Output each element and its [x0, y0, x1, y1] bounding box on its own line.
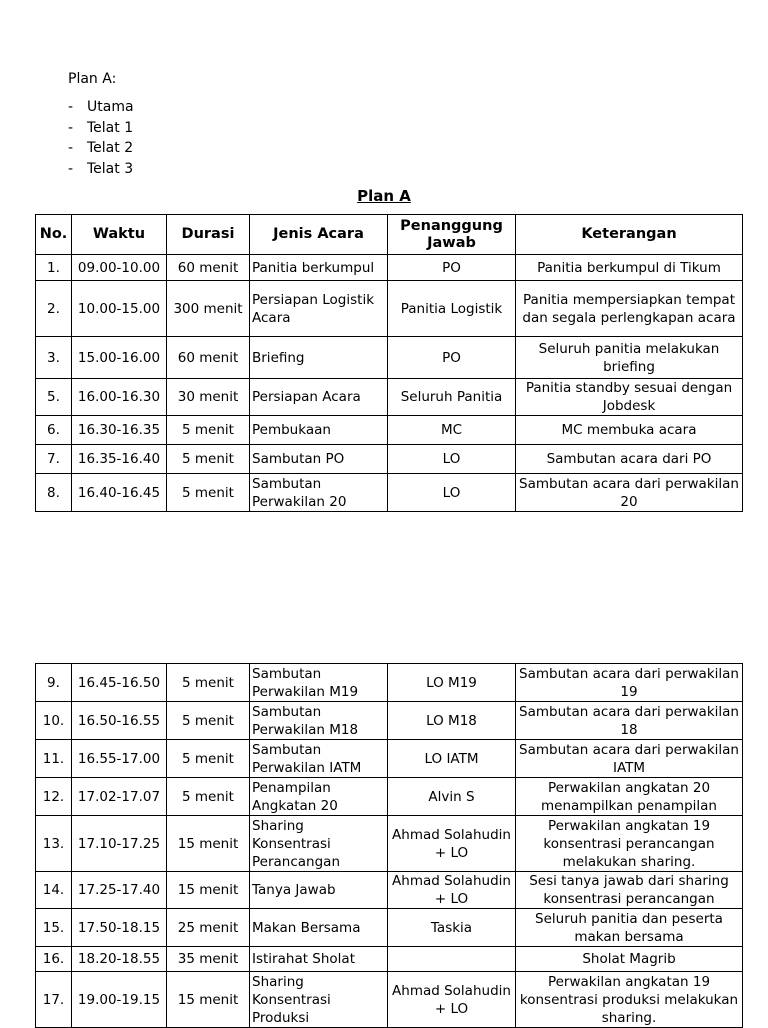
cell-waktu: 15.00-16.00 [72, 337, 167, 379]
cell-durasi: 5 menit [167, 702, 250, 740]
cell-jenis-acara: Sambutan Perwakilan M18 [250, 702, 388, 740]
table-row [36, 379, 743, 416]
cell-durasi: 300 menit [167, 281, 250, 337]
cell-no: 15. [36, 909, 72, 947]
table-row [36, 337, 743, 379]
intro-label: Plan A: [68, 71, 117, 87]
cell-penanggung-jawab: Seluruh Panitia [388, 379, 516, 416]
table-row [36, 702, 743, 740]
cell-no: 2. [36, 281, 72, 337]
cell-jenis-acara: Persiapan Logistik Acara [250, 281, 388, 337]
cell-durasi: 25 menit [167, 909, 250, 947]
cell-jenis-acara: Panitia berkumpul [250, 255, 388, 281]
cell-keterangan: Perwakilan angkatan 19 konsentrasi perancangan melakukan sharing. [516, 816, 743, 872]
cell-keterangan: Sambutan acara dari perwakilan IATM [516, 740, 743, 778]
cell-waktu: 17.10-17.25 [72, 816, 167, 872]
cell-waktu: 17.25-17.40 [72, 872, 167, 909]
cell-waktu: 16.00-16.30 [72, 379, 167, 416]
cell-durasi: 5 menit [167, 778, 250, 816]
cell-durasi: 35 menit [167, 947, 250, 972]
cell-durasi: 60 menit [167, 337, 250, 379]
cell-penanggung-jawab: Ahmad Solahudin + LO [388, 872, 516, 909]
header-jenis-acara: Jenis Acara [250, 215, 388, 255]
cell-penanggung-jawab [388, 947, 516, 972]
cell-jenis-acara: Sambutan Perwakilan M19 [250, 664, 388, 702]
cell-penanggung-jawab: Taskia [388, 909, 516, 947]
cell-jenis-acara: Sambutan Perwakilan IATM [250, 740, 388, 778]
cell-waktu: 18.20-18.55 [72, 947, 167, 972]
table-row [36, 972, 743, 1028]
cell-waktu: 16.30-16.35 [72, 416, 167, 445]
cell-penanggung-jawab: Alvin S [388, 778, 516, 816]
cell-penanggung-jawab: PO [388, 255, 516, 281]
plan-list-item: - Utama [68, 97, 134, 118]
table-row [36, 740, 743, 778]
schedule-table-page2 [35, 663, 743, 1028]
table-row [36, 909, 743, 947]
table-row [36, 474, 743, 512]
table-row [36, 255, 743, 281]
cell-no: 7. [36, 445, 72, 474]
cell-jenis-acara: Penampilan Angkatan 20 [250, 778, 388, 816]
cell-durasi: 5 menit [167, 664, 250, 702]
cell-no: 14. [36, 872, 72, 909]
cell-no: 6. [36, 416, 72, 445]
cell-durasi: 15 menit [167, 972, 250, 1028]
table-body-page1 [36, 255, 743, 512]
cell-durasi: 30 menit [167, 379, 250, 416]
cell-no: 11. [36, 740, 72, 778]
intro-block [68, 71, 134, 179]
cell-waktu: 16.55-17.00 [72, 740, 167, 778]
cell-jenis-acara: Makan Bersama [250, 909, 388, 947]
cell-no: 10. [36, 702, 72, 740]
table-row [36, 816, 743, 872]
header-durasi: Durasi [167, 215, 250, 255]
cell-durasi: 5 menit [167, 416, 250, 445]
cell-durasi: 15 menit [167, 816, 250, 872]
cell-keterangan: Panitia berkumpul di Tikum [516, 255, 743, 281]
cell-keterangan: Sholat Magrib [516, 947, 743, 972]
cell-penanggung-jawab: LO [388, 445, 516, 474]
table-row [36, 445, 743, 474]
cell-keterangan: Seluruh panitia melakukan briefing [516, 337, 743, 379]
cell-jenis-acara: Briefing [250, 337, 388, 379]
cell-penanggung-jawab: Ahmad Solahudin + LO [388, 816, 516, 872]
cell-penanggung-jawab: Panitia Logistik [388, 281, 516, 337]
cell-waktu: 16.35-16.40 [72, 445, 167, 474]
cell-keterangan: Panitia mempersiapkan tempat dan segala perlengkapan acara [516, 281, 743, 337]
cell-waktu: 16.40-16.45 [72, 474, 167, 512]
table-header-row [36, 215, 743, 255]
header-keterangan: Keterangan [516, 215, 743, 255]
cell-durasi: 5 menit [167, 445, 250, 474]
cell-durasi: 5 menit [167, 740, 250, 778]
cell-keterangan: Seluruh panitia dan peserta makan bersama [516, 909, 743, 947]
cell-keterangan: Sambutan acara dari perwakilan 20 [516, 474, 743, 512]
cell-no: 13. [36, 816, 72, 872]
header-penanggung-jawab: Penanggung Jawab [388, 215, 516, 255]
cell-waktu: 10.00-15.00 [72, 281, 167, 337]
cell-jenis-acara: Sharing Konsentrasi Perancangan [250, 816, 388, 872]
cell-no: 12. [36, 778, 72, 816]
cell-jenis-acara: Sambutan Perwakilan 20 [250, 474, 388, 512]
plan-list-item: - Telat 1 [68, 118, 134, 139]
table-row [36, 416, 743, 445]
document-title: Plan A [357, 187, 411, 205]
cell-waktu: 16.50-16.55 [72, 702, 167, 740]
cell-waktu: 16.45-16.50 [72, 664, 167, 702]
cell-no: 16. [36, 947, 72, 972]
cell-keterangan: MC membuka acara [516, 416, 743, 445]
table-body-page2 [36, 664, 743, 1028]
cell-waktu: 17.50-18.15 [72, 909, 167, 947]
cell-penanggung-jawab: LO M19 [388, 664, 516, 702]
plan-list-item: - Telat 2 [68, 138, 134, 159]
cell-keterangan: Sambutan acara dari PO [516, 445, 743, 474]
cell-no: 1. [36, 255, 72, 281]
cell-keterangan: Sambutan acara dari perwakilan 19 [516, 664, 743, 702]
cell-no: 17. [36, 972, 72, 1028]
cell-no: 9. [36, 664, 72, 702]
cell-waktu: 17.02-17.07 [72, 778, 167, 816]
cell-keterangan: Perwakilan angkatan 20 menampilkan penampilan [516, 778, 743, 816]
table-row [36, 947, 743, 972]
cell-penanggung-jawab: PO [388, 337, 516, 379]
cell-jenis-acara: Tanya Jawab [250, 872, 388, 909]
cell-penanggung-jawab: LO [388, 474, 516, 512]
table-row [36, 664, 743, 702]
schedule-table-page1 [35, 214, 743, 512]
cell-keterangan: Panitia standby sesuai dengan Jobdesk [516, 379, 743, 416]
cell-durasi: 60 menit [167, 255, 250, 281]
cell-waktu: 09.00-10.00 [72, 255, 167, 281]
cell-no: 5. [36, 379, 72, 416]
table-row [36, 872, 743, 909]
cell-keterangan: Perwakilan angkatan 19 konsentrasi produksi melakukan sharing. [516, 972, 743, 1028]
cell-penanggung-jawab: Ahmad Solahudin + LO [388, 972, 516, 1028]
header-waktu: Waktu [72, 215, 167, 255]
table-row [36, 778, 743, 816]
plan-list [68, 97, 134, 179]
cell-durasi: 5 menit [167, 474, 250, 512]
cell-durasi: 15 menit [167, 872, 250, 909]
cell-penanggung-jawab: LO M18 [388, 702, 516, 740]
cell-jenis-acara: Persiapan Acara [250, 379, 388, 416]
cell-penanggung-jawab: MC [388, 416, 516, 445]
table-row [36, 281, 743, 337]
cell-jenis-acara: Istirahat Sholat [250, 947, 388, 972]
cell-keterangan: Sambutan acara dari perwakilan 18 [516, 702, 743, 740]
cell-keterangan: Sesi tanya jawab dari sharing konsentrasi perancangan [516, 872, 743, 909]
cell-jenis-acara: Pembukaan [250, 416, 388, 445]
header-no: No. [36, 215, 72, 255]
cell-no: 8. [36, 474, 72, 512]
cell-jenis-acara: Sambutan PO [250, 445, 388, 474]
cell-waktu: 19.00-19.15 [72, 972, 167, 1028]
cell-penanggung-jawab: LO IATM [388, 740, 516, 778]
cell-jenis-acara: Sharing Konsentrasi Produksi [250, 972, 388, 1028]
cell-no: 3. [36, 337, 72, 379]
plan-list-item: - Telat 3 [68, 159, 134, 180]
